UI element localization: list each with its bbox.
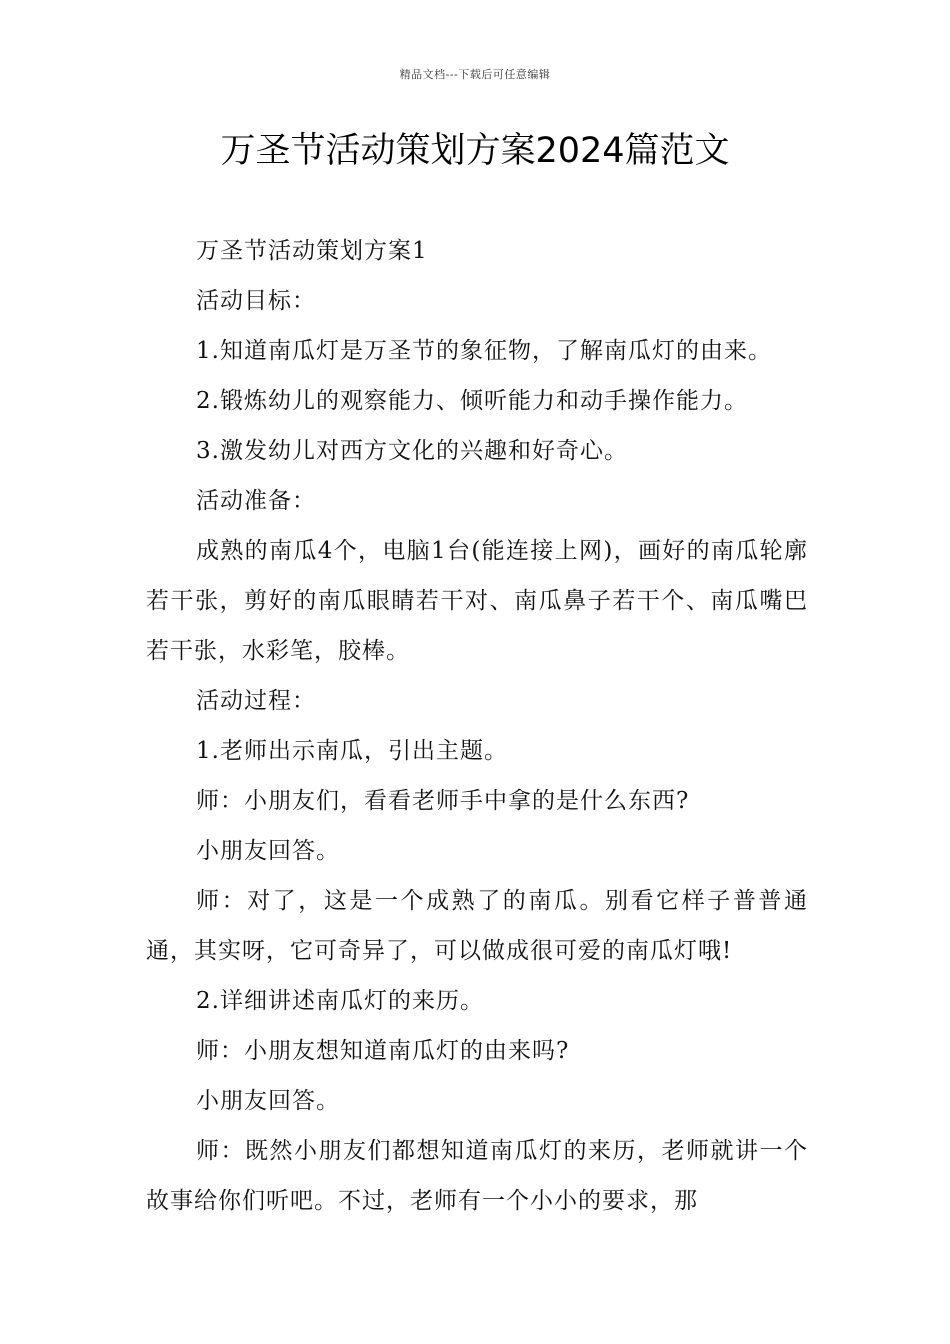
paragraph-preparation: 成熟的南瓜4个，电脑1台(能连接上网)，画好的南瓜轮廓若干张，剪好的南瓜眼睛若干对、南瓜鼻子若干个、南瓜嘴巴若干张，水彩笔，胶棒。 (146, 538, 808, 664)
paragraph-goal-1: 1.知道南瓜灯是万圣节的象征物，了解南瓜灯的由来。 (196, 338, 772, 364)
paragraph-goals-heading: 活动目标： (196, 288, 316, 314)
paragraph-goal-3: 3.激发幼儿对西方文化的兴趣和好奇心。 (196, 438, 628, 464)
paragraph-dialogue: 小朋友回答。 (196, 838, 340, 864)
paragraph-goal-2: 2.锻炼幼儿的观察能力、倾听能力和动手操作能力。 (196, 388, 748, 414)
paragraph-dialogue: 师：对了，这是一个成熟了的南瓜。别看它样子普普通通，其实呀，它可奇异了，可以做成很可爱的南瓜灯哦! (146, 888, 808, 964)
paragraph-dialogue: 小朋友回答。 (196, 1088, 340, 1114)
document-body (146, 226, 808, 1226)
paragraph-dialogue: 师：小朋友们，看看老师手中拿的是什么东西? (196, 788, 690, 814)
paragraph-section-heading: 万圣节活动策划方案1 (196, 238, 428, 264)
paragraph-process-heading: 活动过程： (196, 688, 316, 714)
paragraph-step-2: 2.详细讲述南瓜灯的来历。 (196, 988, 484, 1014)
paragraph-preparation-heading: 活动准备： (196, 488, 316, 514)
paragraph-step-1: 1.老师出示南瓜，引出主题。 (196, 738, 508, 764)
header-note: 精品文档---下载后可任意编辑 (399, 68, 551, 81)
paragraph-dialogue: 师：小朋友想知道南瓜灯的由来吗? (196, 1038, 570, 1064)
paragraph-dialogue: 师：既然小朋友们都想知道南瓜灯的来历，老师就讲一个故事给你们听吧。不过，老师有一个小小的要求，那 (146, 1138, 808, 1214)
document-title: 万圣节活动策划方案2024篇范文 (220, 131, 730, 171)
